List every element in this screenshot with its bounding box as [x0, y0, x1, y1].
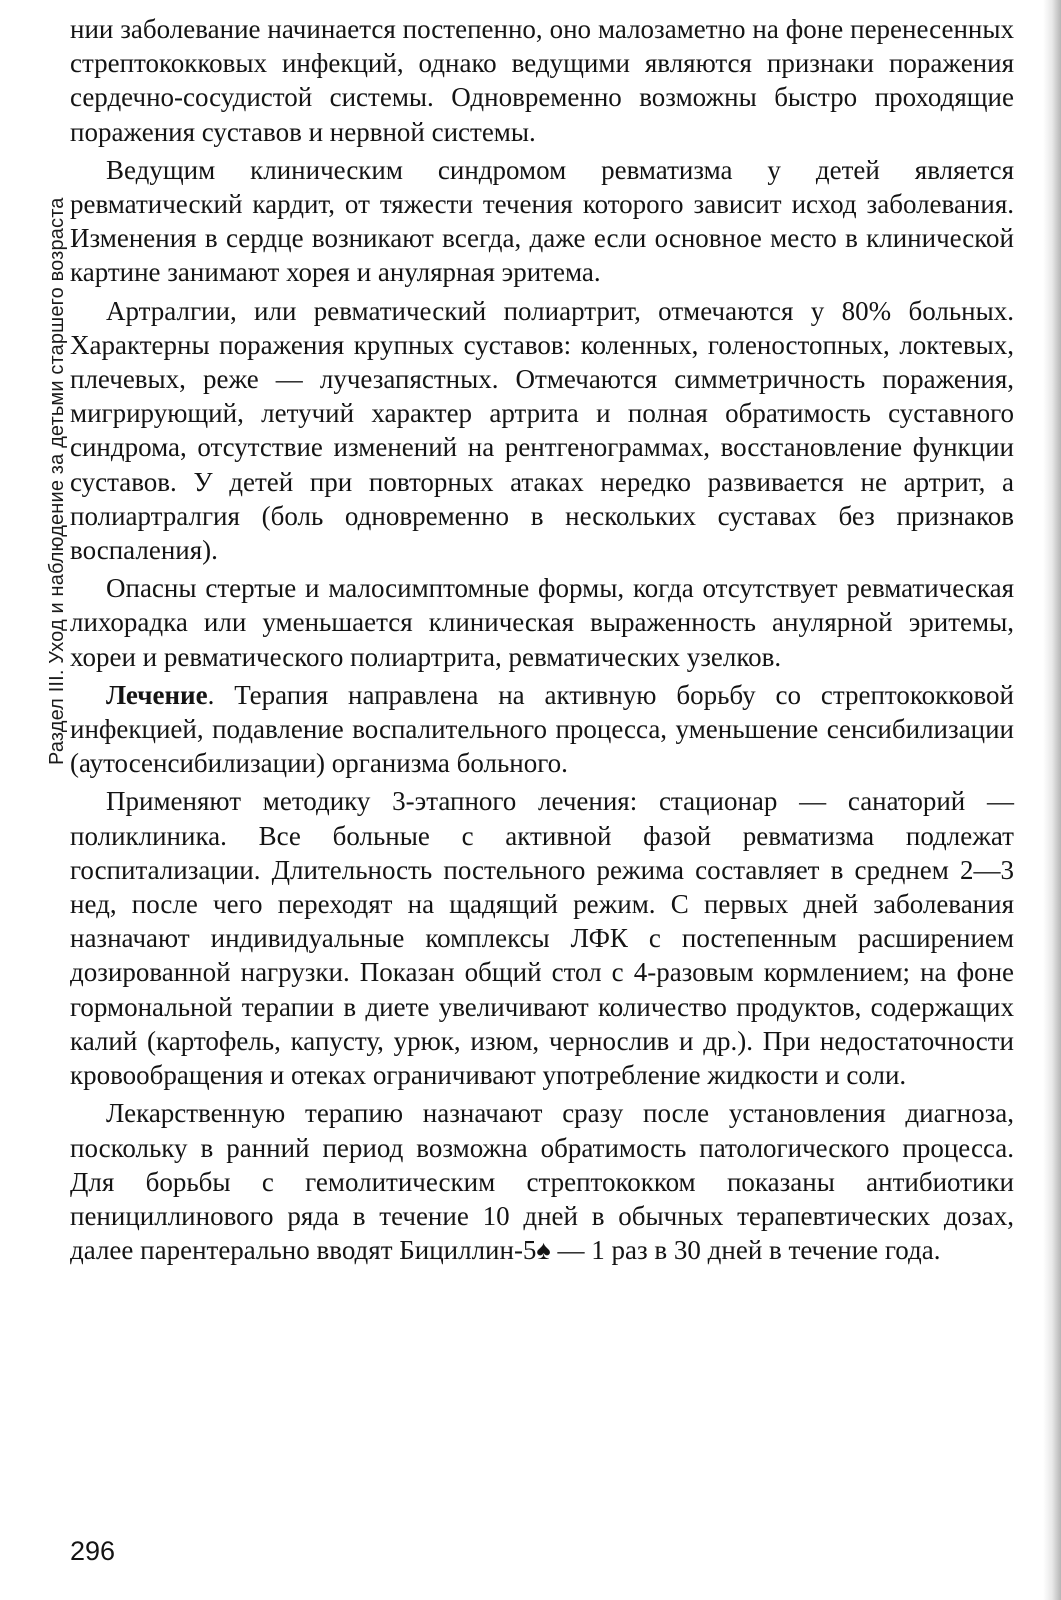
paragraph-1: нии заболевание начинается постепенно, оно малозаметно на фоне перенесенных стрептококковых инфекций, однако ведущими являются признаки поражения сердечно-сосудистой системы. Одновременно возможны быстро проходящие поражения суставов и нервной системы. — [70, 14, 1014, 147]
running-header: Раздел III. Уход и наблюдение за детьми старшего возраста — [46, 197, 68, 765]
paragraph-5 — [70, 678, 1014, 781]
paragraph-3: Артралгии, или ревматический полиартрит, отмечаются у 80% больных. Характерны поражения крупных суставов: коленных, голеностопных, локтевых, плечевых, реже — лучезапястных. Отмечаются симметричность поражения, мигрирующий, летучий характер артрита и полная обратимость суставного синдрома, отсутствие изменений на рентгенограммах, восстановление функции суставов. У детей при повторных атаках нередко развивается не артрит, а полиартралгия (боль одновременно в нескольких суставах без признаков воспаления). — [70, 295, 1014, 566]
page-body — [70, 12, 1014, 1267]
treatment-heading: Лечение — [106, 679, 208, 710]
paragraph-7: Лекарственную терапию назначают сразу после установления диагноза, поскольку в ранний период возможна обратимость патологического процесса. Для борьбы с гемолитическим стрептококком показаны антибиотики пенициллинового ряда в течение 10 дней в обычных терапевтических дозах, далее парентерально вводят Бициллин-5♠ — 1 раз в 30 дней в течение года. — [70, 1098, 1014, 1266]
paragraph-4: Опасны стертые и малосимптомные формы, когда отсутствует ревматическая лихорадка или уменьшается клиническая выраженность анулярной эритемы, хореи и ревматического полиартрита, ревматических узелков. — [70, 573, 1014, 672]
paragraph-2: Ведущим клиническим синдромом ревматизма у детей является ревматический кардит, от тяжести течения которого зависит исход заболевания. Изменения в сердце возникают всегда, даже если основное место в клинической картине занимают хорея и анулярная эритема. — [70, 154, 1014, 288]
paragraph-5-text: . Терапия направлена на активную борьбу со стрептококковой инфекцией, подавление воспалительного процесса, уменьшение сенсибилизации (аутосенсибилизации) организма больного. — [70, 679, 1014, 779]
page-edge-shadow — [1043, 0, 1061, 1600]
page-number: 296 — [70, 1536, 116, 1566]
paragraph-6: Применяют методику 3-этапного лечения: стационар — санаторий — поликлиника. Все больные с активной фазой ревматизма подлежат госпитализации. Длительность постельного режима составляет в среднем 2—3 нед, после чего переходят на щадящий режим. С первых дней заболевания назначают индивидуальные комплексы ЛФК с постепенным расширением дозированной нагрузки. Показан общий стол с 4-разовым кормлением; на фоне гормональной терапии в диете увеличивают количество продуктов, содержащих калий (картофель, капусту, урюк, изюм, чернослив и др.). При недостаточности кровообращения и отеках ограничивают употребление жидкости и соли. — [70, 786, 1014, 1091]
